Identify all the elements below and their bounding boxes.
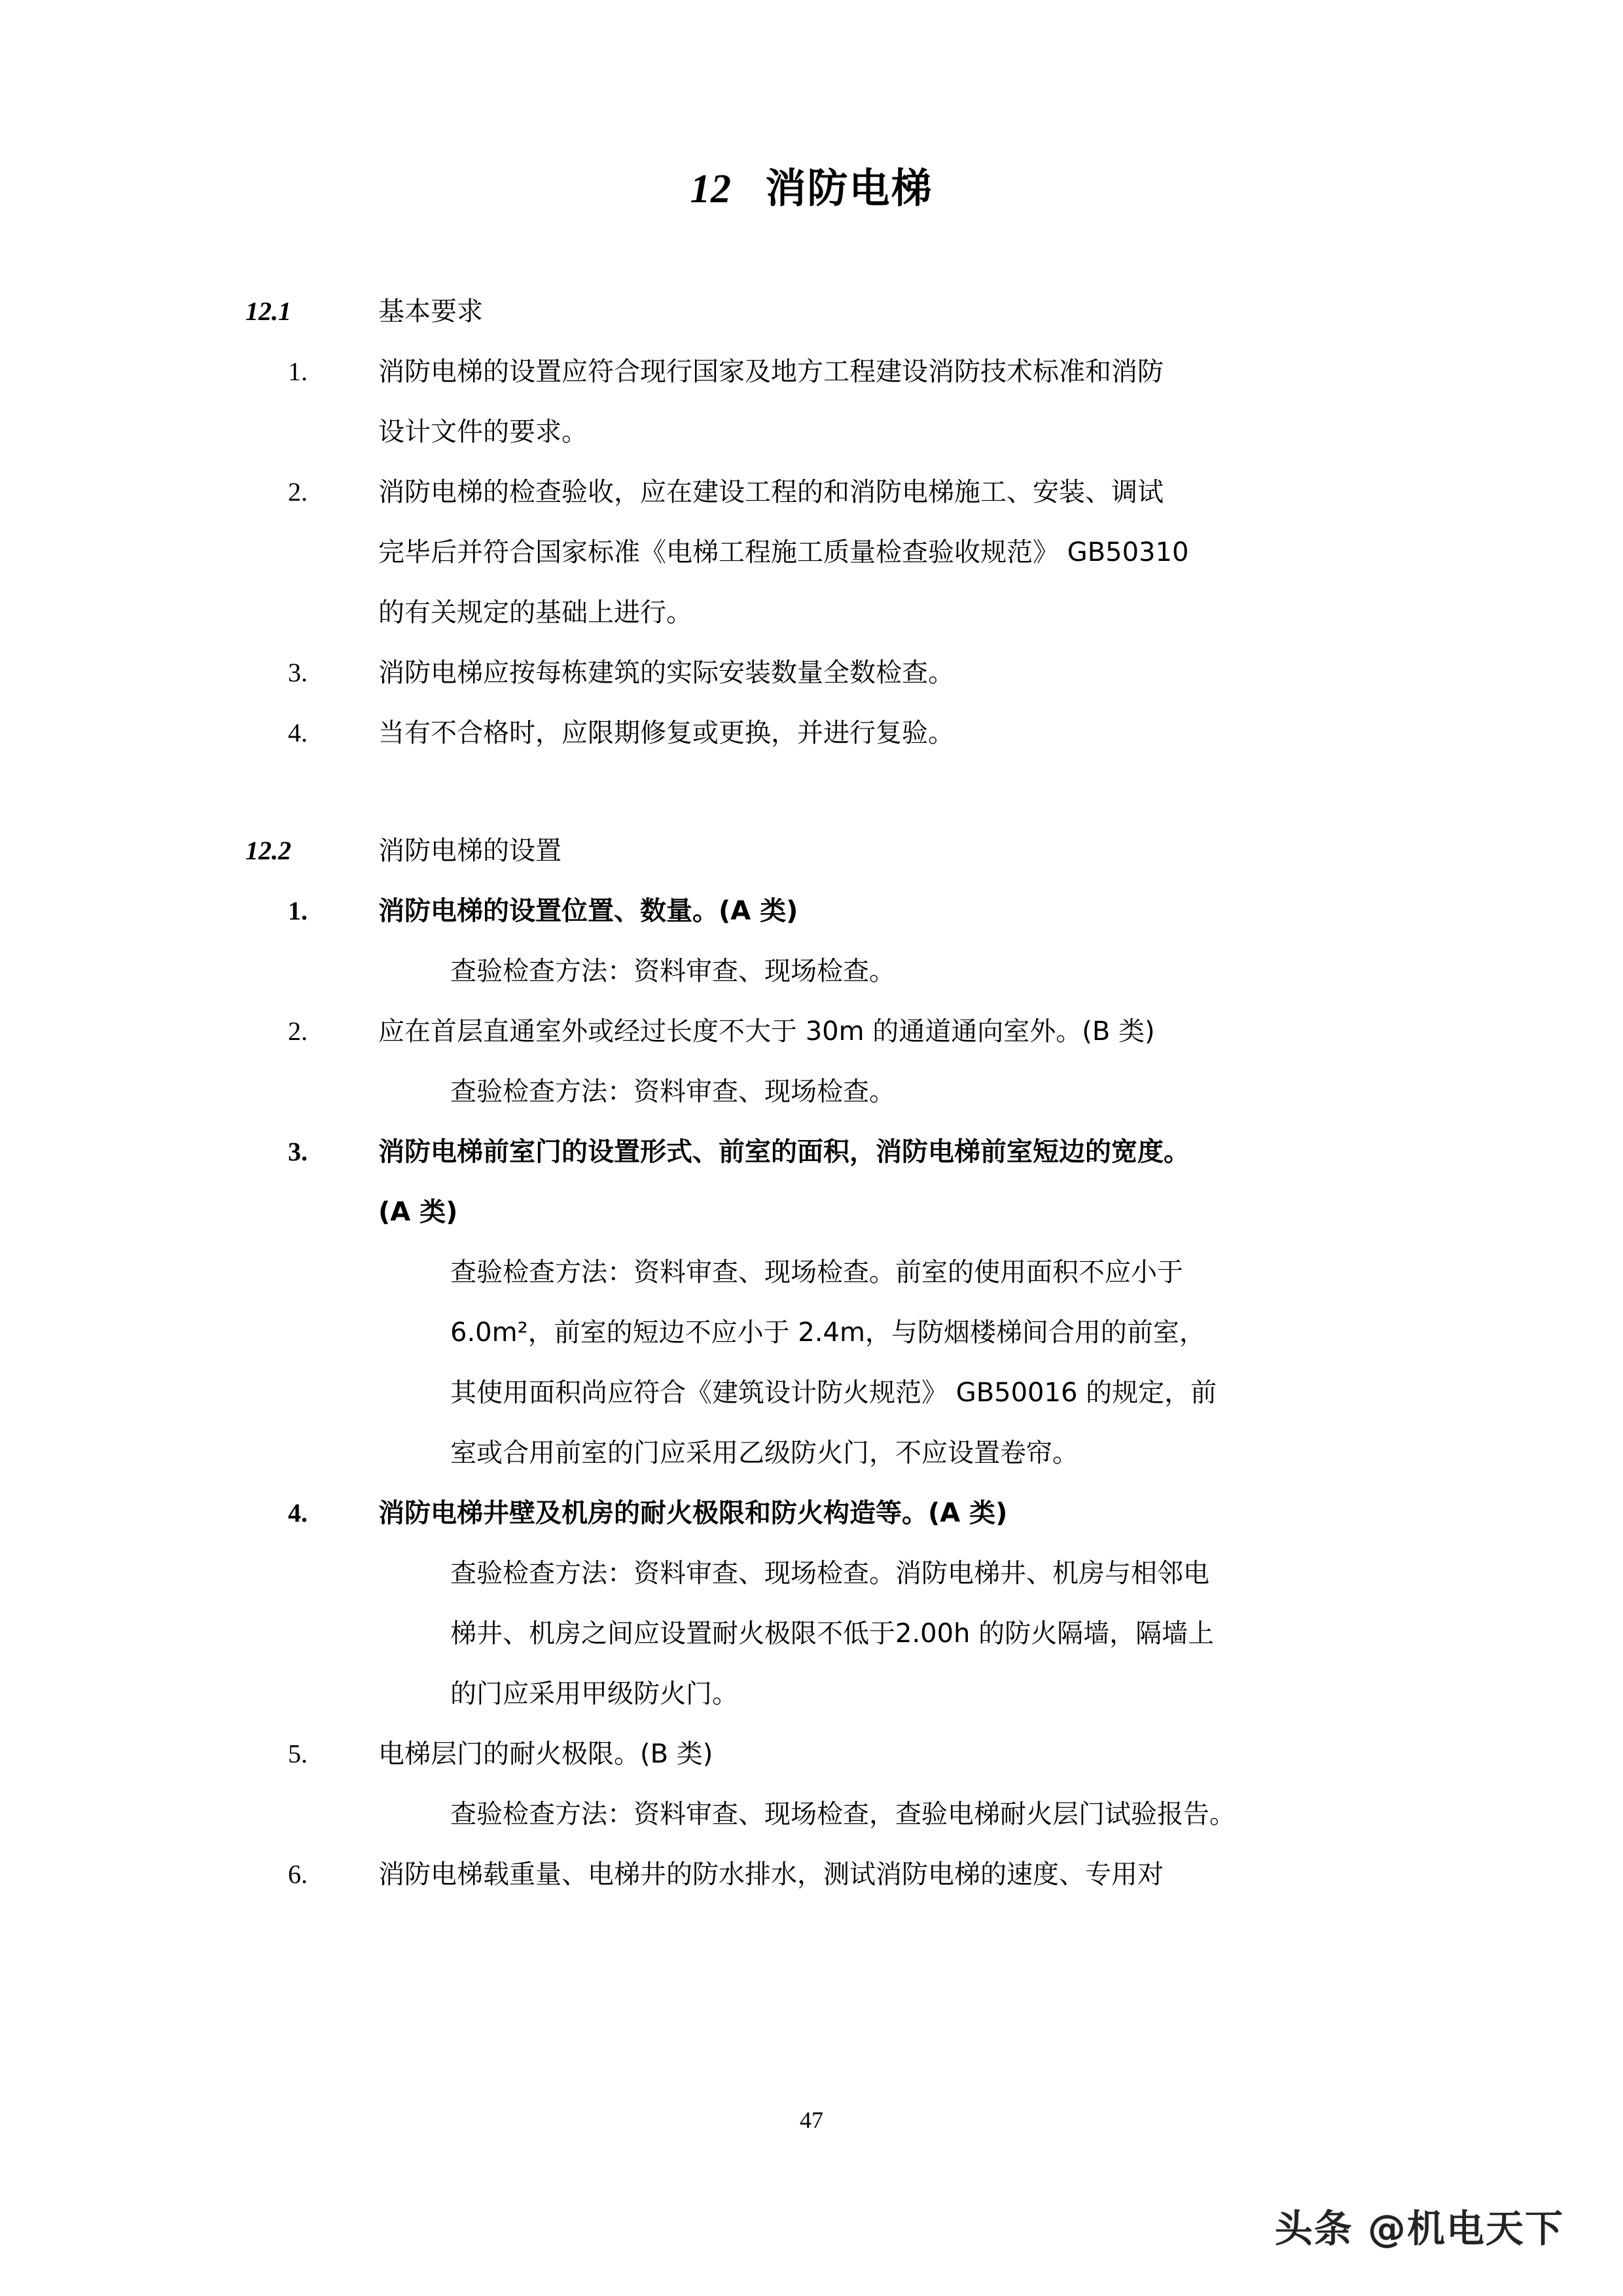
list-item-text-continued: 的有关规定的基础上进行。 [378, 598, 692, 628]
list-item-marker: 1. [288, 357, 308, 386]
inspection-method-line [0, 1604, 1623, 1664]
inspection-method-text: 查验检查方法：资料审查、现场检查。前室的使用面积不应小于 [450, 1257, 1183, 1287]
list-item-marker: 3. [288, 1137, 308, 1166]
inspection-method-line [0, 1423, 1623, 1483]
list-item-marker: 4. [288, 1498, 308, 1528]
inspection-method-text-continued: 的门应采用甲级防火门。 [450, 1679, 738, 1709]
document-body [0, 281, 1623, 1905]
inspection-method-text: 查验检查方法：资料审查、现场检查。 [450, 956, 895, 986]
inspection-method-line [0, 1302, 1623, 1363]
list-item [0, 583, 1623, 643]
list-item-marker: 4. [288, 718, 308, 747]
list-item-marker: 2. [288, 477, 308, 507]
list-item-text: 消防电梯的设置应符合现行国家及地方工程建设消防技术标准和消防 [378, 357, 1164, 387]
section-number: 12.2 [245, 836, 291, 865]
page-number: 47 [800, 2107, 823, 2133]
inspection-method-text: 查验检查方法：资料审查、现场检查，查验电梯耐火层门试验报告。 [450, 1799, 1236, 1829]
inspection-method-text-continued: 6.0m²，前室的短边不应小于 2.4m，与防烟楼梯间合用的前室， [450, 1318, 1205, 1348]
page-title-text: 消防电梯 [765, 164, 933, 212]
list-item-text: 应在首层直通室外或经过长度不大于 30m 的通道通向室外。(B 类) [378, 1016, 1155, 1047]
list-item-marker: 3. [288, 658, 308, 687]
list-item-text: 消防电梯前室门的设置形式、前室的面积，消防电梯前室短边的宽度。 [378, 1137, 1190, 1167]
inspection-method-text-continued: 室或合用前室的门应采用乙级防火门，不应设置卷帘。 [450, 1438, 1079, 1468]
list-item [0, 1001, 1623, 1062]
list-item [0, 703, 1623, 763]
list-item-marker: 5. [288, 1739, 308, 1768]
list-item-text-continued: 完毕后并符合国家标准《电梯工程施工质量检查验收规范》 GB50310 [378, 537, 1189, 567]
list-item [0, 1483, 1623, 1543]
list-item-text: 当有不合格时，应限期修复或更换，并进行复验。 [378, 718, 954, 748]
list-item-marker: 2. [288, 1016, 308, 1046]
list-item [0, 522, 1623, 583]
page-title [0, 156, 1623, 214]
inspection-method-line [0, 1784, 1623, 1844]
list-item [0, 1122, 1623, 1182]
section-heading-text: 基本要求 [378, 296, 483, 327]
list-item-text: 消防电梯井壁及机房的耐火极限和防火构造等。(A 类) [378, 1498, 1008, 1528]
inspection-method-text: 查验检查方法：资料审查、现场检查。 [450, 1077, 895, 1107]
inspection-method-text-continued: 梯井、机房之间应设置耐火极限不低于2.00h 的防火隔墙，隔墙上 [450, 1619, 1215, 1649]
inspection-method-line [0, 941, 1623, 1001]
inspection-method-line [0, 1363, 1623, 1423]
inspection-method-text: 查验检查方法：资料审查、现场检查。消防电梯井、机房与相邻电 [450, 1558, 1209, 1588]
section-heading [0, 281, 1623, 342]
inspection-method-line [0, 1062, 1623, 1122]
list-item-text: 消防电梯的设置位置、数量。(A 类) [378, 896, 798, 926]
inspection-method-line [0, 1543, 1623, 1604]
list-item [0, 881, 1623, 941]
list-item [0, 342, 1623, 402]
list-item-text: 消防电梯应按每栋建筑的实际安装数量全数检查。 [378, 658, 954, 688]
vertical-spacer [0, 763, 1623, 821]
list-item [0, 1182, 1623, 1242]
inspection-method-line [0, 1664, 1623, 1724]
list-item-text: 消防电梯载重量、电梯井的防水排水，测试消防电梯的速度、专用对 [378, 1859, 1164, 1890]
list-item-text-continued: 设计文件的要求。 [378, 417, 588, 447]
inspection-method-line [0, 1242, 1623, 1302]
list-item [0, 402, 1623, 462]
list-item-text: 消防电梯的检查验收，应在建设工程的和消防电梯施工、安装、调试 [378, 477, 1164, 507]
list-item [0, 643, 1623, 703]
list-item-text-continued: (A 类) [378, 1197, 458, 1227]
list-item [0, 1844, 1623, 1905]
list-item-marker: 6. [288, 1859, 308, 1889]
section-number: 12.1 [245, 296, 291, 326]
inspection-method-text-continued: 其使用面积尚应符合《建筑设计防火规范》 GB50016 的规定，前 [450, 1378, 1217, 1408]
section-heading-text: 消防电梯的设置 [378, 836, 562, 866]
list-item [0, 462, 1623, 522]
list-item [0, 1724, 1623, 1784]
page-title-number: 12 [690, 167, 732, 211]
section-heading [0, 821, 1623, 881]
list-item-marker: 1. [288, 896, 308, 925]
list-item-text: 电梯层门的耐火极限。(B 类) [378, 1739, 713, 1769]
watermark: 头条 @机电天下 [1274, 2206, 1564, 2251]
